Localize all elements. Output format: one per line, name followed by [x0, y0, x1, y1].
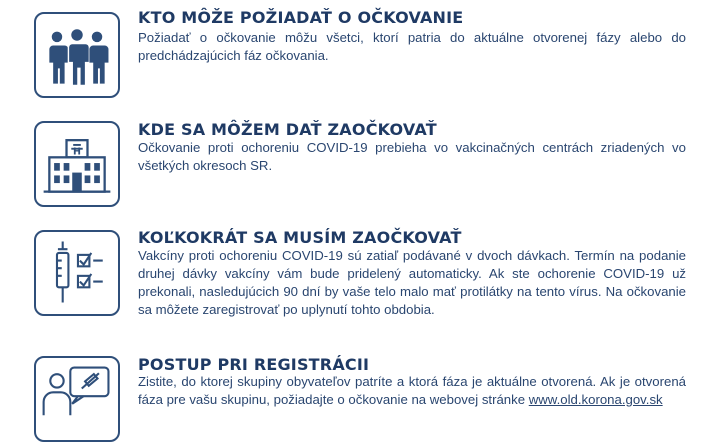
section-text: Vakcíny proti ochoreniu COVID-19 sú zatiaľ podávané v dvoch dávkach. Termín na podanie druhej dávky vakcíny vám bude pridelený automaticky. Ak ste ochorenie COVID-19 už prekonali, nasledujúcich 90 dní by vaše telo malo mať protilátky na tento vírus. Na očkovanie sa môžete zaregistrovať po uplynutí tohto obdobia. [138, 248, 686, 317]
section-text-body: Zistite, do ktorej skupiny obyvateľov patríte a ktorá fáza je aktuálne otvorená. Ak je otvorená fáza pre vašu skupinu, požiadajte o očkovanie na webovej stránke [138, 374, 686, 407]
section-heading: KDE SA MÔŽEM DAŤ ZAOČKOVAŤ [138, 120, 437, 139]
section-heading: KTO MÔŽE POŽIADAŤ O OČKOVANIE [138, 8, 464, 27]
registration-link[interactable]: www.old.korona.gov.sk [528, 392, 663, 407]
section-heading: KOĽKOKRÁT SA MUSÍM ZAOČKOVAŤ [138, 228, 462, 247]
syringe-checklist-icon [34, 230, 120, 316]
section-text [138, 373, 686, 409]
section-heading: POSTUP PRI REGISTRÁCII [138, 355, 370, 374]
svg-text:H: H [73, 146, 81, 158]
people-group-icon [34, 12, 120, 98]
hospital-building-icon [34, 121, 120, 207]
section-text: Očkovanie proti ochoreniu COVID-19 prebieha vo vakcinačných centrách zriadených vo všetkých okresoch SR. [138, 140, 686, 173]
person-syringe-bubble-icon [34, 356, 120, 442]
section-text: Požiadať o očkovanie môžu všetci, ktorí patria do aktuálne otvorenej fázy alebo do predchádzajúcich fáz očkovania. [138, 30, 686, 63]
